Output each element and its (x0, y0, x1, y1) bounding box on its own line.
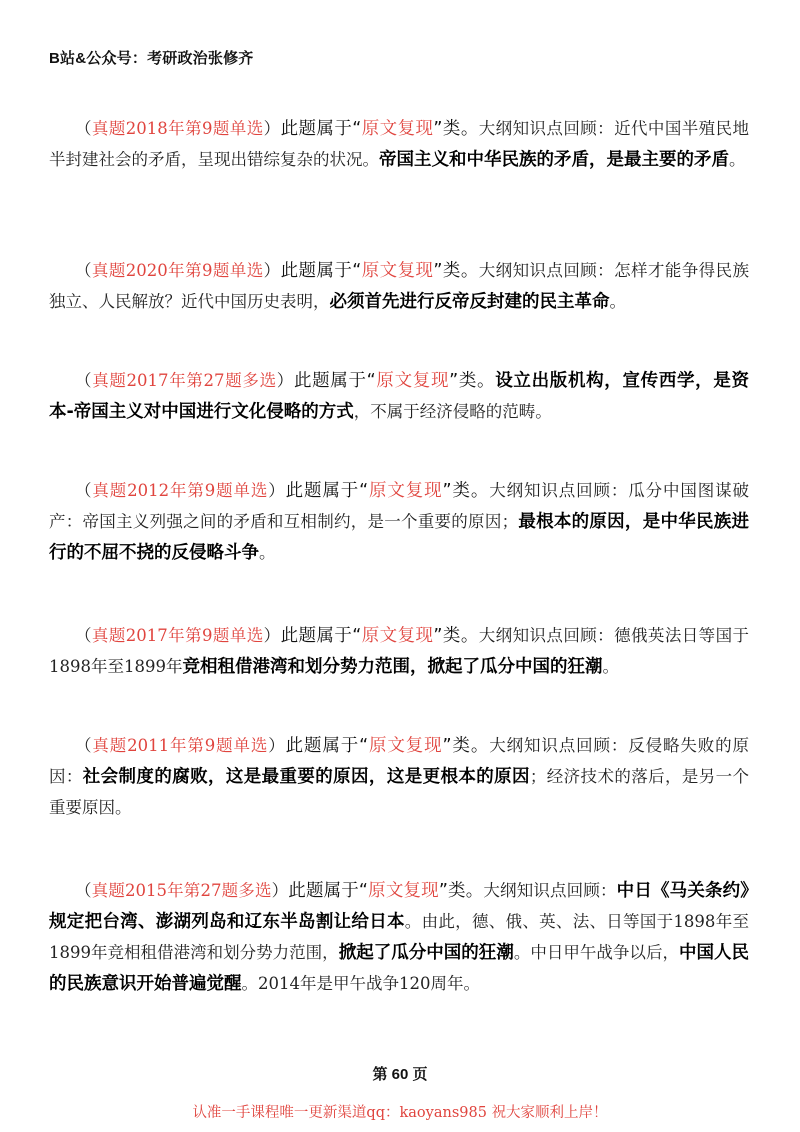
exam-source-label: 真题2012年第9题单选 (92, 481, 269, 500)
text-segment: ”类。 (442, 481, 490, 501)
text-segment: （ (75, 119, 92, 138)
text-segment: （ (75, 881, 92, 900)
text-segment: 大纲知识点回顾：反侵略失败的原因： (49, 736, 749, 786)
exam-source-label: 真题2018年第9题单选 (91, 119, 264, 138)
text-segment: 。2014年是甲午战争120周年。 (241, 974, 480, 993)
key-point-text: 中国人民的民族意识开始普遍觉醒 (49, 943, 750, 994)
footer-note: 认准一手课程唯一更新渠道qq：kaoyans985 祝大家顺利上岸！ (192, 1105, 608, 1121)
category-label: 原文复现 (361, 626, 434, 646)
text-segment: 此题属于“ (280, 119, 362, 139)
text-segment: 此题属于“ (285, 736, 369, 756)
exam-source-label: 真题2015年第27题多选 (91, 881, 272, 900)
text-segment: ”类。 (442, 736, 490, 756)
text-segment: ） (268, 481, 286, 500)
category-label: 原文复现 (368, 481, 443, 501)
exam-source-label: 真题2017年第9题单选 (91, 626, 264, 645)
key-point-text: 必须首先进行反帝反封建的民主革命 (329, 292, 610, 312)
text-segment: ”类。 (433, 261, 479, 281)
text-segment: 此题属于“ (280, 626, 362, 646)
text-segment: ；经济技术的落后，是另一个重要原因。 (49, 767, 750, 817)
text-segment: 大纲知识点回顾： (483, 881, 617, 900)
text-segment: 大纲知识点回顾：怎样才能争得民族独立、人民解放？近代中国历史表明， (49, 261, 750, 311)
text-segment: 大纲知识点回顾：德俄英法日等国于1898年至1899年 (49, 626, 750, 676)
text-segment: （ (75, 261, 92, 280)
question-analysis-paragraph (49, 255, 749, 317)
text-segment: ） (271, 881, 289, 900)
text-segment: 。中日甲午战争以后， (513, 943, 679, 962)
text-segment: （ (75, 371, 93, 390)
text-segment: 。 (609, 292, 626, 311)
key-point-text: 中日《马关条约》规定把台湾、澎湖列岛和辽东半岛割让给日本 (49, 881, 750, 932)
text-segment: （ (75, 481, 93, 500)
question-analysis-paragraph (49, 365, 749, 427)
category-label: 原文复现 (368, 881, 439, 901)
text-segment: 此题属于“ (285, 481, 369, 501)
key-point-text: 竞相租借港湾和划分势力范围，掀起了瓜分中国的狂潮 (182, 657, 603, 677)
exam-source-label: 真题2011年第9题单选 (92, 736, 269, 755)
category-label: 原文复现 (361, 119, 434, 139)
text-segment: （ (75, 626, 92, 645)
exam-source-label: 真题2020年第9题单选 (91, 261, 264, 280)
key-point-text: 帝国主义和中华民族的矛盾，是最主要的矛盾 (379, 150, 729, 170)
text-segment: 大纲知识点回顾：瓜分中国图谋破产：帝国主义列强之间的矛盾和互相制约，是一个重要的原因； (49, 481, 749, 531)
text-segment: ”类。 (438, 881, 484, 901)
text-segment: 大纲知识点回顾：近代中国半殖民地半封建社会的矛盾，呈现出错综复杂的状况。 (49, 119, 750, 169)
text-segment: 此题属于“ (293, 371, 376, 391)
exam-source-label: 真题2017年第27题多选 (92, 371, 277, 390)
text-segment: ”类。 (433, 119, 479, 139)
key-point-text: 社会制度的腐败，这是最重要的原因，这是更根本的原因 (82, 767, 530, 787)
text-segment: （ (75, 736, 93, 755)
text-segment: ） (276, 371, 294, 390)
category-label: 原文复现 (368, 736, 443, 756)
text-segment: ，不属于经济侵略的范畴。 (353, 402, 552, 421)
key-point-text: 掀起了瓜分中国的狂潮 (338, 943, 514, 963)
text-segment: 。 (602, 657, 619, 676)
category-label: 原文复现 (375, 371, 450, 391)
text-segment: 此题属于“ (280, 261, 362, 281)
text-segment: ） (263, 261, 281, 280)
question-analysis-paragraph (49, 113, 749, 175)
text-segment: ） (263, 626, 281, 645)
key-point-text: 设立出版机构，宣传西学，是资本-帝国主义对中国进行文化侵略的方式 (49, 371, 750, 422)
text-segment: ） (268, 736, 286, 755)
question-analysis-paragraph (49, 730, 749, 823)
text-segment: ”类。 (433, 626, 479, 646)
text-segment: ） (263, 119, 281, 138)
text-segment: ”类。 (449, 371, 496, 391)
text-segment: 此题属于“ (288, 881, 368, 901)
page-number: 第 60 页 (372, 1066, 428, 1083)
category-label: 原文复现 (361, 261, 434, 281)
text-segment: 。由此，德、俄、英、法、日等国于1898年至1899年竞相租借港湾和划分势力范围， (49, 912, 749, 962)
question-analysis-paragraph (49, 475, 749, 568)
question-analysis-paragraph (49, 620, 749, 682)
key-point-text: 最根本的原因，是中华民族进行的不屈不挠的反侵略斗争 (49, 512, 750, 563)
question-analysis-paragraph (49, 875, 749, 999)
text-segment: 。 (729, 150, 746, 169)
text-segment: 。 (259, 543, 276, 562)
page-header: B站&公众号：考研政治张修齐 (49, 50, 254, 67)
